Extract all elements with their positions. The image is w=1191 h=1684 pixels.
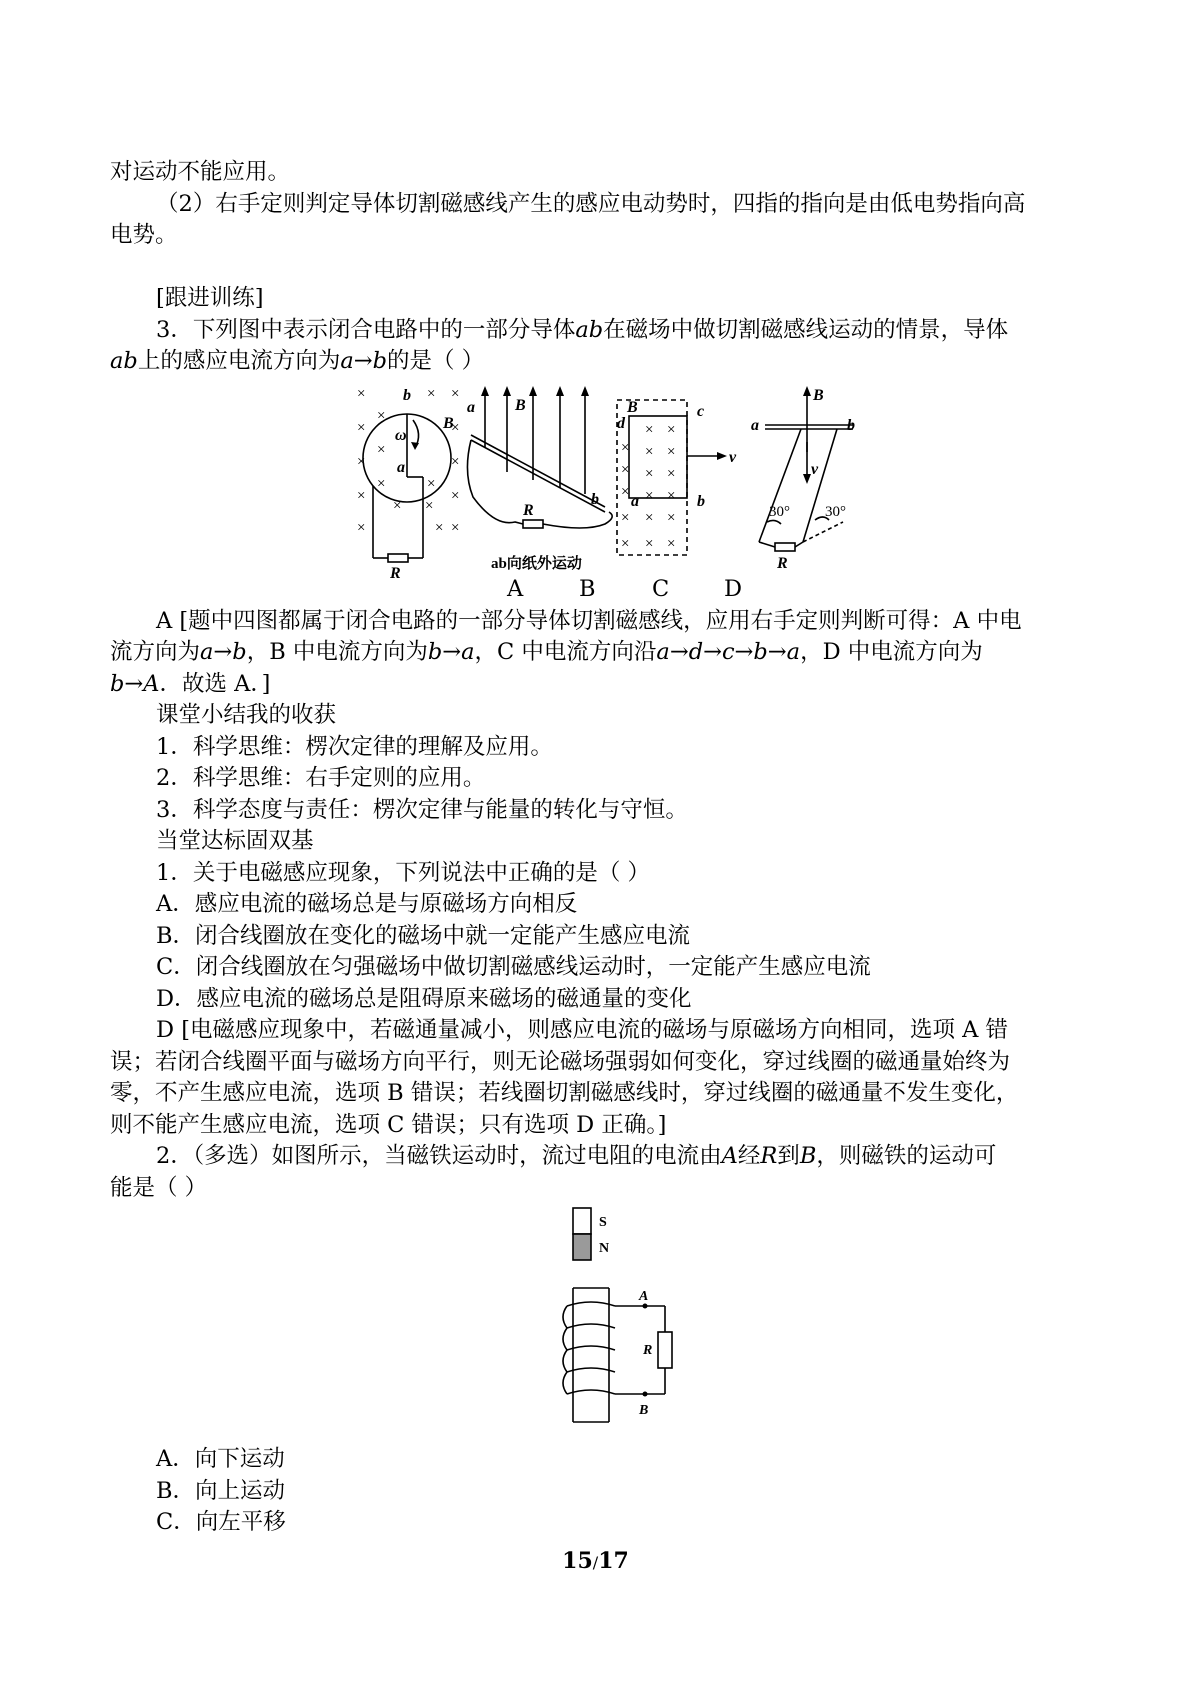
svg-text:R: R: [777, 554, 788, 572]
svg-text:×: ×: [357, 385, 366, 402]
question-3-line2: ab上的感应电流方向为a→b的是（ ）: [110, 348, 485, 374]
svg-text:×: ×: [451, 519, 460, 536]
svg-text:R: R: [523, 501, 534, 519]
svg-text:B: B: [515, 396, 526, 414]
svg-text:×: ×: [427, 385, 436, 402]
answer-line: D [电磁感应现象中，若磁通量减小，则感应电流的磁场与原磁场方向相同，选项 A 错: [156, 1017, 1009, 1043]
svg-text:×: ×: [357, 453, 366, 470]
answer-line: 流方向为a→b，B 中电流方向为b→a，C 中电流方向沿a→d→c→b→a，D 中电流方向为: [110, 639, 983, 665]
svg-text:B: B: [639, 1403, 649, 1418]
svg-text:×: ×: [645, 535, 654, 552]
svg-text:B: B: [627, 398, 638, 416]
svg-text:a: a: [467, 398, 475, 416]
svg-text:c: c: [697, 402, 705, 420]
figure-choice-letters: A B C D: [507, 575, 743, 602]
svg-text:R: R: [390, 564, 401, 582]
svg-text:×: ×: [357, 519, 366, 536]
svg-text:×: ×: [377, 441, 386, 458]
svg-text:×: ×: [451, 487, 460, 504]
answer-line: 零，不产生感应电流，选项 B 错误；若线圈切割磁感线时，穿过线圈的磁通量不发生变化，: [110, 1080, 1019, 1106]
question-2-line2: 能是（ ）: [110, 1174, 208, 1201]
svg-text:×: ×: [645, 465, 654, 482]
svg-text:×: ×: [645, 509, 654, 526]
figure-magnet-coil: [110, 1206, 1085, 1436]
svg-text:×: ×: [357, 487, 366, 504]
svg-text:×: ×: [645, 487, 654, 504]
svg-text:d: d: [617, 414, 625, 432]
svg-text:×: ×: [393, 497, 402, 514]
svg-text:v: v: [811, 460, 819, 478]
svg-text:×: ×: [621, 461, 630, 478]
svg-text:30°: 30°: [825, 503, 846, 520]
summary-item: 3．科学态度与责任：楞次定律与能量的转化与守恒。: [156, 796, 688, 823]
svg-text:N: N: [599, 1241, 610, 1256]
svg-text:×: ×: [621, 535, 630, 552]
svg-text:R: R: [643, 1343, 653, 1358]
svg-text:×: ×: [667, 487, 676, 504]
svg-text:×: ×: [667, 535, 676, 552]
svg-text:×: ×: [451, 453, 460, 470]
answer-line: 则不能产生感应电流，选项 C 错误；只有选项 D 正确。]: [110, 1111, 667, 1138]
svg-text:×: ×: [667, 465, 676, 482]
option: C．闭合线圈放在匀强磁场中做切割磁感线运动时，一定能产生感应电流: [156, 954, 871, 980]
page-number: 15/17: [562, 1548, 629, 1574]
section-heading: 当堂达标固双基: [156, 828, 314, 854]
var-ab: ab: [575, 316, 604, 343]
svg-text:S: S: [599, 1215, 607, 1230]
question-1: 1．关于电磁感应现象，下列说法中正确的是（ ）: [156, 859, 650, 886]
svg-text:×: ×: [377, 475, 386, 492]
svg-text:×: ×: [645, 421, 654, 438]
svg-text:×: ×: [621, 439, 630, 456]
option: A．向下运动: [156, 1446, 285, 1472]
svg-text:a: a: [751, 416, 759, 434]
document-body: [110, 157, 1085, 1539]
summary-item: 1．科学思维：楞次定律的理解及应用。: [156, 733, 553, 760]
question-2-line1: 2．（多选）如图所示，当磁铁运动时，流过电阻的电流由A经R到B，则磁铁的运动可: [156, 1143, 997, 1169]
svg-text:b: b: [403, 386, 411, 404]
circuit-diagrams: [355, 382, 855, 582]
svg-text:×: ×: [451, 385, 460, 402]
svg-text:×: ×: [357, 419, 366, 436]
svg-text:B: B: [813, 386, 824, 404]
svg-text:×: ×: [667, 509, 676, 526]
question-3-line1: 3．下列图中表示闭合电路中的一部分导体ab在磁场中做切割磁感线运动的情景，导体: [156, 316, 1009, 343]
option: D．感应电流的磁场总是阻碍原来磁场的磁通量的变化: [156, 985, 692, 1012]
answer-line: b→A．故选 A．]: [110, 670, 271, 697]
option: B．闭合线圈放在变化的磁场中就一定能产生感应电流: [156, 922, 691, 949]
option: B．向上运动: [156, 1477, 286, 1504]
svg-text:v: v: [729, 448, 737, 466]
svg-text:×: ×: [451, 419, 460, 436]
answer-line: 误；若闭合线圈平面与磁场方向平行，则无论磁场强弱如何变化，穿过线圈的磁通量始终为: [110, 1048, 1011, 1075]
svg-text:×: ×: [621, 483, 630, 500]
section-heading: [跟进训练]: [156, 285, 264, 311]
svg-text:ab向纸外运动: ab向纸外运动: [491, 555, 582, 572]
svg-text:×: ×: [377, 407, 386, 424]
option: A．感应电流的磁场总是与原磁场方向相反: [156, 891, 578, 917]
svg-text:30°: 30°: [769, 503, 790, 520]
svg-text:b: b: [591, 490, 599, 508]
svg-text:a: a: [631, 492, 639, 510]
svg-text:A: A: [639, 1289, 649, 1304]
svg-text:×: ×: [427, 475, 436, 492]
text-line: 对运动不能应用。: [110, 159, 291, 185]
section-heading: 课堂小结我的收获: [156, 702, 337, 728]
figure-four-circuits: [110, 382, 1085, 582]
svg-text:B: B: [443, 414, 454, 432]
svg-text:×: ×: [667, 443, 676, 460]
magnet-coil-diagram: [555, 1206, 675, 1436]
summary-item: 2．科学思维：右手定则的应用。: [156, 765, 486, 791]
text-line: 电势。: [110, 222, 178, 248]
svg-text:b: b: [697, 492, 705, 510]
svg-text:×: ×: [621, 509, 630, 526]
svg-text:a: a: [397, 458, 405, 476]
svg-text:×: ×: [425, 497, 434, 514]
option: C．向左平移: [156, 1509, 286, 1535]
svg-text:×: ×: [435, 519, 444, 536]
svg-text:b: b: [847, 416, 855, 434]
text-line: （2）右手定则判定导体切割磁感线产生的感应电动势时，四指的指向是由低电势指向高: [156, 190, 1026, 217]
svg-text:×: ×: [667, 421, 676, 438]
answer-line: A [题中四图都属于闭合电路的一部分导体切割磁感线，应用右手定则判断可得：A 中电: [156, 607, 1022, 634]
svg-text:×: ×: [645, 443, 654, 460]
svg-text:ω: ω: [395, 426, 407, 444]
